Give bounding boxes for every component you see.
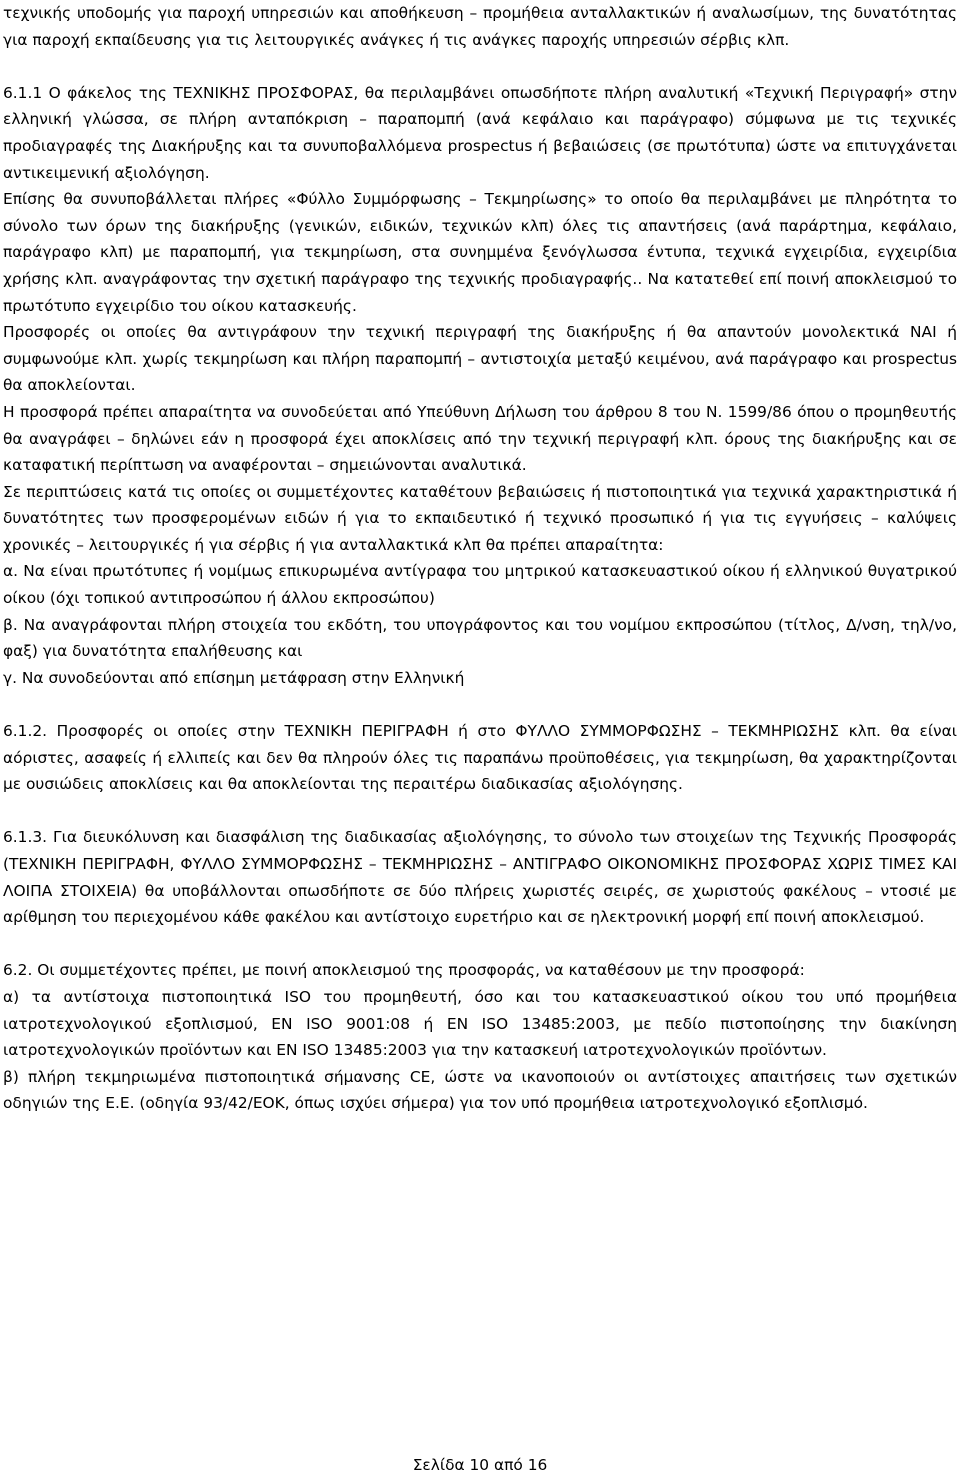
paragraph-certificates: Σε περιπτώσεις κατά τις οποίες οι συμμετέχοντες καταθέτουν βεβαιώσεις ή πιστοποιητικά για τεχνικά χαρακτηριστικά ή δυνατότητες των προσφερομένων ειδών ή για το εκπαιδευτικό ή τεχνικό προσωπικό ή για τις εγγυήσεις – καλύψεις χρονικές – λειτουργικές ή για σέρβις ή για ανταλλακτικά κλπ θα πρέπει απαραίτητα: — [3, 482, 957, 554]
paragraph-compliance-sheet: Επίσης θα συνυποβάλλεται πλήρες «Φύλλο Συμμόρφωσης – Τεκμηρίωσης» το οποίο θα περιλαμβάνει με πληρότητα το σύνολο των όρων της διακήρυξης (γενικών, ειδικών, τεχνικών κλπ) όλες τις απαντήσεις (ανά παράρτημα, κεφάλαιο, παράγραφο κλπ) με παραπομπή, για τεκμηρίωση, στα συνημμένα ξενόγλωσσα έντυπα, τεχνικά εγχειρίδια, εγχειρίδια χρήσης κλπ. αναγράφοντας την σχετική παράγραφο της τεχνικής προδιαγραφής.. Να κατατεθεί επί ποινή αποκλεισμού το πρωτότυπο εγχειρίδιο του οίκου κατασκευής. — [3, 190, 957, 315]
list-item-c: γ. Να συνοδεύονται από επίσημη μετάφραση στην Ελληνική — [3, 668, 465, 687]
paragraph-6-1-3: 6.1.3. Για διευκόλυνση και διασφάλιση της διαδικασίας αξιολόγησης, το σύνολο των στοιχείων της Τεχνικής Προσφοράς (ΤΕΧΝΙΚΗ ΠΕΡΙΓΡΑΦΗ, ΦΥΛΛΟ ΣΥΜΜΟΡΦΩΣΗΣ – ΤΕΚΜΗΡΙΩΣΗΣ – ΑΝΤΙΓΡΑΦΟ ΟΙΚΟΝΟΜΙΚΗΣ ΠΡΟΣΦΟΡΑΣ ΧΩΡΙΣ ΤΙΜΕΣ ΚΑΙ ΛΟΙΠΑ ΣΤΟΙΧΕΙΑ) θα υποβάλλονται οπωσδήποτε σε δύο πλήρεις χωριστές σειρές, σε χωριστούς φακέλους – ντοσιέ με αρίθμηση του περιεχομένου κάθε φακέλου και αντίστοιχο ευρετήριο και σε ηλεκτρονική μορφή επί ποινή αποκλεισμού. — [3, 828, 957, 927]
paragraph-copied-offers: Προσφορές οι οποίες θα αντιγράφουν την τεχνική περιγραφή της διακήρυξης ή θα απαντούν μονολεκτικά ΝΑΙ ή συμφωνούμε κλπ. χωρίς τεκμηρίωση και πλήρη παραπομπή – αντιστοιχία μεταξύ κειμένου, ανά παράγραφο και prospectus θα αποκλείονται. — [3, 323, 957, 395]
paragraph-6-1-2: 6.1.2. Προσφορές οι οποίες στην ΤΕΧΝΙΚΗ ΠΕΡΙΓΡΑΦΗ ή στο ΦΥΛΛΟ ΣΥΜΜΟΡΦΩΣΗΣ – ΤΕΚΜΗΡΙΩΣΗΣ κλπ. θα είναι αόριστες, ασαφείς ή ελλιπείς και δεν θα πληρούν όλες τις παραπάνω προϋποθέσεις, για τεκμηρίωση, θα χαρακτηρίζονται με ουσιώδεις αποκλίσεις και θα αποκλείονται της περαιτέρω διαδικασίας αξιολόγησης. — [3, 722, 957, 794]
list-item-iso: α) τα αντίστοιχα πιστοποιητικά ISO του προμηθευτή, όσο και του κατασκευαστικού οίκου του υπό προμήθεια ιατροτεχνολογικού εξοπλισμού, EN ISO 9001:08 ή EN ISO 13485:2003, με πεδίο πιστοποίησης την διακίνηση ιατροτεχνολογικών προϊόντων και EN ISO 13485:2003 για την κατασκευή ιατροτεχνολογικών προϊόντων. — [3, 987, 957, 1060]
list-item-b: β. Να αναγράφονται πλήρη στοιχεία του εκδότη, του υπογράφοντος και του νομίμου εκπροσώπου (τίτλος, Δ/νση, τηλ/νο, φαξ) για δυνατότητα επαλήθευσης και — [3, 615, 957, 661]
paragraph-intro: τεχνικής υποδομής για παροχή υπηρεσιών και αποθήκευση – προμήθεια ανταλλακτικών ή αναλωσίμων, της δυνατότητας για παροχή εκπαίδευσης για τις λειτουργικές ανάγκες ή τις ανάγκες παροχής υπηρεσιών σέρβις κλπ. — [3, 4, 957, 49]
paragraph-6-1-1: 6.1.1 Ο φάκελος της ΤΕΧΝΙΚΗΣ ΠΡΟΣΦΟΡΑΣ, θα περιλαμβάνει οπωσδήποτε πλήρη αναλυτική «Τεχνική Περιγραφή» στην ελληνική γλώσσα, σε πλήρη ανταπόκριση – παραπομπή (ανά κεφάλαιο και παράγραφο) σύμφωνα με τις τεχνικές προδιαγραφές της Διακήρυξης και τα συνυποβαλλόμενα prospectus ή βεβαιώσεις (σε πρωτότυπα) ώστε να επιτυγχάνεται αντικειμενική αξιολόγηση. — [3, 83, 957, 182]
paragraph-declaration: Η προσφορά πρέπει απαραίτητα να συνοδεύεται από Υπεύθυνη Δήλωση του άρθρου 8 του Ν. 1599/86 όπου ο προμηθευτής θα αναγράφει – δηλώνει εάν η προσφορά έχει αποκλίσεις από την τεχνική περιγραφή κλπ. όρους της διακήρυξης και σε καταφατική περίπτωση να αναφέρονται – σημειώνονται αναλυτικά. — [3, 402, 957, 475]
page-number: Σελίδα 10 από 16 — [412, 1456, 548, 1474]
list-item-a: α. Να είναι πρωτότυπες ή νομίμως επικυρωμένα αντίγραφα του μητρικού κατασκευαστικού οίκου ή ελληνικού θυγατρικού οίκου (όχι τοπικού αντιπροσώπου ή άλλου εκπροσώπου) — [3, 562, 957, 608]
list-item-ce: β) πλήρη τεκμηριωμένα πιστοποιητικά σήμανσης CE, ώστε να ικανοποιούν οι αντίστοιχες απαιτήσεις των σχετικών οδηγιών της Ε.Ε. (οδηγία 93/42/ΕΟΚ, όπως ισχύει σήμερα) για τον υπό προμήθεια ιατροτεχνολογικό εξοπλισμό. — [3, 1067, 957, 1113]
paragraph-6-2: 6.2. Οι συμμετέχοντες πρέπει, με ποινή αποκλεισμού της προσφοράς, να καταθέσουν με την προσφορά: — [3, 961, 805, 980]
